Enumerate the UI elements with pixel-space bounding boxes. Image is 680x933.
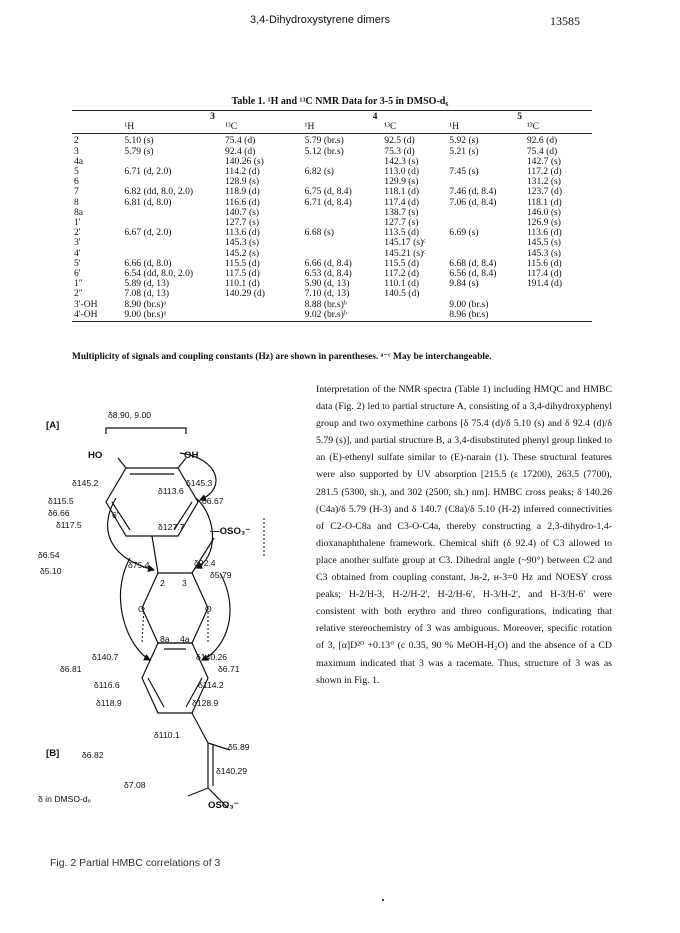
shift-cell: 117.4 (d) (384, 196, 420, 208)
oh-group-label: OH (184, 450, 199, 461)
shift-cell: 118.1 (d) (384, 186, 420, 198)
solvent-label: δ in DMSO-d₆ (38, 794, 92, 804)
shift-c6: δ128.9 (192, 698, 219, 708)
shift-cell: 117.5 (d) (224, 268, 260, 280)
shift-cell: 110.1 (d) (224, 278, 260, 290)
shift-cell: 117.2 (d) (526, 166, 562, 178)
table-row (72, 198, 592, 208)
shift-cell: 113.0 (d) (384, 166, 420, 178)
shift-cell (303, 208, 383, 218)
shift-cell (382, 310, 447, 322)
shift-cell: 145.17 (s)ᶜ (384, 237, 426, 249)
nmr-data-table (72, 110, 592, 322)
shift-cell: 6.82 (s) (304, 166, 334, 178)
shift-cell: 75.4 (d) (526, 145, 558, 157)
shift-cell: 6.71 (d, 2.0) (124, 166, 172, 178)
hmbc-figure (38, 398, 318, 878)
shift-cell: 127.7 (s) (224, 217, 260, 229)
shift-h7: δ6.82 (82, 750, 104, 760)
table-row (72, 310, 592, 322)
table-row (72, 228, 592, 238)
atom-3-label: 3 (182, 578, 187, 588)
shift-cell: 128.9 (s) (224, 176, 260, 188)
shift-cell: 92.6 (d) (526, 135, 558, 147)
position-cell: 6' (74, 268, 81, 280)
position-cell: 4' (74, 247, 81, 259)
table-footnote: Multiplicity of signals and coupling constants (Hz) are shown in parentheses. ᵃ⁻ᶜ May be interchangeable. (72, 352, 492, 362)
shift-h5p: δ6.66 (48, 508, 70, 518)
shift-cell (525, 300, 592, 310)
nucleus-header: ¹³C (525, 122, 592, 134)
shift-h8: δ6.81 (60, 664, 82, 674)
shift-cell: 117.2 (d) (384, 268, 420, 280)
shift-cell: 5.79 (br.s) (304, 135, 344, 147)
shift-cell: 126.9 (s) (526, 217, 561, 229)
shift-cell: 113.6 (d) (224, 227, 260, 239)
atom-2-label: 2 (160, 578, 165, 588)
page-dot (382, 899, 384, 901)
shift-cell (447, 238, 525, 248)
sulfate-group-2: OSO₃⁻ (208, 800, 239, 811)
shift-cell: 127.7 (s) (384, 217, 419, 229)
shift-c7: δ118.9 (96, 698, 122, 708)
shift-cell: 145.2 (s) (224, 247, 260, 259)
shift-c4p: δ145.3 (186, 478, 213, 488)
shift-cell: 92.4 (d) (224, 145, 256, 157)
shift-c3p: δ145.2 (72, 478, 99, 488)
shift-cell: 7.46 (d, 8.4) (449, 186, 497, 198)
shift-cell: 116.6 (d) (224, 196, 260, 208)
shift-cell (382, 300, 447, 310)
compound-5-header: 5 (517, 111, 523, 122)
shift-cell: 115.6 (d) (526, 257, 562, 269)
shift-cell: 7.10 (d, 13) (304, 288, 350, 300)
nucleus-header: ¹H (447, 122, 525, 134)
position-cell: 1" (74, 278, 83, 290)
shift-cell: 6.66 (d, 8.4) (304, 257, 352, 269)
shift-h6p: δ6.54 (38, 550, 60, 560)
shift-cell: 142.3 (s) (384, 155, 419, 167)
shift-cell: 7.06 (d, 8.4) (449, 196, 497, 208)
shift-h3: δ5.79 (210, 570, 232, 580)
shift-cell: 145.21 (s)ᶜ (384, 247, 426, 259)
position-cell: 6 (74, 176, 79, 188)
shift-cell: 9.02 (br.s)ᵇ (303, 310, 383, 322)
shift-cell: 5.21 (s) (449, 145, 479, 157)
shift-cell: 7.08 (d, 13) (124, 288, 170, 300)
shift-c6p: δ117.5 (56, 520, 82, 530)
compound-header-row (72, 111, 592, 123)
shift-cell: 6.56 (d, 8.4) (449, 268, 497, 280)
shift-cell (303, 238, 383, 248)
shift-cell (447, 208, 525, 218)
atom-8a-label: 8a (160, 634, 170, 644)
position-cell: 3' (74, 237, 81, 249)
oxygen-4-label: O (205, 604, 212, 614)
shift-cell: 191.4 (d) (526, 278, 563, 290)
position-cell: 3 (74, 145, 79, 157)
position-cell: 5 (74, 166, 79, 178)
shift-cell (223, 300, 303, 310)
shift-c1p: δ127.7 (158, 522, 185, 532)
shift-cell: 110.1 (d) (384, 278, 420, 290)
nmr-table-body (72, 134, 592, 322)
shift-cell: 118.9 (d) (224, 186, 260, 198)
atom-6p-label: 6' (112, 510, 119, 520)
position-cell: 1' (74, 217, 81, 229)
oxygen-1-label: O (138, 604, 145, 614)
shift-cell: 140.5 (d) (384, 288, 420, 300)
shift-cell: 5.10 (s) (124, 135, 154, 147)
shift-cell: 6.69 (s) (449, 227, 479, 239)
shift-cell: 6.75 (d, 8.4) (304, 186, 352, 198)
compound-3-header: 3 (210, 111, 215, 122)
shift-cell: 146.0 (s) (526, 206, 561, 218)
shift-cell: 140.7 (s) (224, 206, 260, 218)
shift-cell: 138.7 (s) (384, 206, 419, 218)
shift-cell: 5.12 (br.s) (304, 145, 344, 157)
shift-cell: 129.9 (s) (384, 176, 419, 188)
shift-cell (122, 208, 223, 218)
position-cell: 7 (74, 186, 79, 198)
shift-c8: δ116.6 (94, 680, 120, 690)
shift-cell: 6.66 (d, 8.0) (124, 257, 172, 269)
shift-cell: 115.5 (d) (384, 257, 420, 269)
shift-cell (122, 238, 223, 248)
shift-cell: 113.5 (d) (384, 227, 420, 239)
shift-cell: 6.68 (d, 8.4) (449, 257, 497, 269)
structure-drawing (68, 398, 318, 858)
table-row (72, 167, 592, 177)
shift-cell: 6.54 (dd, 8.0, 2.0) (124, 268, 194, 280)
shift-cell: 113.6 (d) (526, 227, 562, 239)
shift-cell: 5.79 (s) (124, 145, 154, 157)
nucleus-header: ¹H (303, 122, 383, 134)
shift-h2: δ5.10 (40, 566, 62, 576)
shift-cell: 75.4 (d) (224, 135, 256, 147)
atom-4a-label: 4a (180, 634, 190, 644)
position-cell: 8a (74, 206, 84, 218)
shift-cell (525, 310, 592, 322)
shift-cell: 8.96 (br.s) (447, 310, 525, 322)
compound-4-header: 4 (372, 111, 378, 122)
shift-cell: 123.7 (d) (526, 186, 563, 198)
shift-c2p: δ113.6 (158, 486, 184, 496)
shift-cell: 114.2 (d) (224, 166, 260, 178)
shift-cell: 115.5 (d) (224, 257, 260, 269)
shift-cell: 145.5 (s) (526, 237, 561, 249)
ho-group-label: HO (88, 450, 103, 461)
position-cell: 4a (74, 155, 84, 167)
position-cell: 4'-OH (72, 310, 122, 322)
shift-cell: 142.7 (s) (526, 155, 561, 167)
shift-cell: 5.89 (d, 13) (124, 278, 170, 290)
shift-cell: 9.84 (s) (449, 278, 479, 290)
shift-cell: 9.00 (br.s)ᵃ (122, 310, 223, 322)
shift-h5: δ6.71 (218, 664, 240, 674)
position-cell: 3'-OH (74, 298, 98, 310)
shift-c5: δ114.2 (198, 680, 224, 690)
sulfate-group-1: —OSO₃⁻ (210, 526, 251, 537)
shift-c3: δ92.4 (194, 558, 216, 568)
shift-cell (223, 310, 303, 322)
shift-cell: 5.92 (s) (449, 135, 479, 147)
position-cell: 8 (74, 196, 79, 208)
shift-cell: 7.45 (s) (449, 166, 479, 178)
shift-cell: 5.90 (d, 13) (304, 278, 350, 290)
shift-c1pp: δ110.1 (154, 730, 180, 740)
shift-cell: 140.29 (d) (224, 288, 265, 300)
shift-c2pp: δ140.29 (216, 766, 248, 776)
shift-h1pp: δ5.89 (228, 742, 250, 752)
table-row (72, 147, 592, 157)
shift-cell: 6.81 (d, 8.0) (124, 196, 172, 208)
shift-cell: 6.71 (d, 8.4) (304, 196, 352, 208)
shift-cell: 145.3 (s) (224, 237, 260, 249)
shift-cell: 145.3 (s) (526, 247, 561, 259)
table-row (72, 238, 592, 248)
page-number: 13585 (550, 14, 580, 28)
shift-cell: 8.90 (br.s)ᵃ (124, 298, 167, 310)
shift-cell: 6.68 (s) (304, 227, 334, 239)
shift-cell: 118.1 (d) (526, 196, 562, 208)
shift-h2pp: δ7.08 (124, 780, 146, 790)
nucleus-header: ¹H (122, 122, 223, 134)
shift-c4a: δ140.26 (196, 652, 228, 662)
nucleus-header: ¹³C (382, 122, 447, 134)
partial-structure-a-label: [A] (46, 420, 60, 431)
nucleus-header-row (72, 122, 592, 134)
shift-c8a: δ140.7 (92, 652, 119, 662)
shift-c2: δ75.4 (128, 560, 150, 570)
running-title: 3,4-Dihydroxystyrene dimers (250, 14, 390, 26)
shift-h2p: δ6.67 (202, 496, 224, 506)
figure-caption: Fig. 2 Partial HMBC correlations of 3 (50, 857, 221, 869)
shift-cell: 131.2 (s) (526, 176, 561, 188)
position-cell: 5' (74, 257, 81, 269)
shift-cell: 8.88 (br.s)ᵇ (304, 298, 347, 310)
table-row (72, 208, 592, 218)
partial-structure-b-label: [B] (46, 748, 60, 759)
body-paragraph: Interpretation of the NMR spectra (Table 1) including HMQC and HMBC data (Fig. 2) led to partial structure A, consisting of a 3,4-dihydroxyphenyl group and two oxymethine carbons [δ 75.4 (d)/δ 5.10 (s) and δ 92.4 (d)/δ 5.79 (s)], and partial structure B, a 3,4-disubstituted phenyl group linked to an (E)-ethenyl sulfate similar to (E)-narain (1). These structural features were also supported by UV absorption [215.5 (ε 17200), 263.5 (7700), 281.5 (5300, sh.), and 302 (2500, sh.) nm]. HMBC cross peaks; δ 140.26 (C4a)/δ 5.79 (H-3) and δ 140.7 (C8a)/δ 5.10 (H-2) inferred connectivities of C2-O-C8a and C3-O-C4a, thereby constructing a 2,3-dihydro-1,4-dioxanaphthalene framework. Chemical shift (δ 92.4) of C3 allowed to place another sulfate group at C3. Dihedral angle (~90°) between C2 and C3 obtained from coupling constant, Jʜ-2, ʜ-3=0 Hz and NOESY cross peaks; H-2/H-3, H-2/H-2', H-2/H-6', H-3/H-2', and H-3/H-6' were consistent with both erythro and threo configurations, indicating that relative stereochemistry of 3 was ambiguous. Moreover, specific rotation of 3, [α]D²⁰ +0.13° (c 0.35, 90 % MeOH-H₂O) and the absence of a CD maximum indicated that 3 was a racemate. Thus, structure of 3 was as shown in Fig. 1. (316, 384, 612, 686)
shift-cell: 6.82 (dd, 8.0, 2.0) (124, 186, 194, 198)
shift-cell: 9.00 (br.s) (449, 298, 489, 310)
oh-shift-label: δ8.90, 9.00 (108, 410, 152, 420)
position-cell: 2' (74, 227, 81, 239)
shift-c5p: δ115.5 (48, 496, 74, 506)
shift-cell: 75.3 (d) (384, 145, 415, 157)
table-row (72, 134, 592, 147)
position-cell: 2 (74, 135, 79, 147)
position-cell: 2" (74, 288, 83, 300)
shift-cell: 6.53 (d, 8.4) (304, 268, 352, 280)
shift-cell: 6.67 (d, 2.0) (124, 227, 172, 239)
shift-cell: 92.5 (d) (384, 135, 415, 147)
nucleus-header: ¹³C (223, 122, 303, 134)
shift-cell: 140.26 (s) (224, 155, 264, 167)
table-caption: Table 1. ¹H and ¹³C NMR Data for 3-5 in DMSO-d₆ (231, 96, 449, 107)
shift-cell: 117.4 (d) (526, 268, 562, 280)
shift-cell (525, 289, 592, 299)
